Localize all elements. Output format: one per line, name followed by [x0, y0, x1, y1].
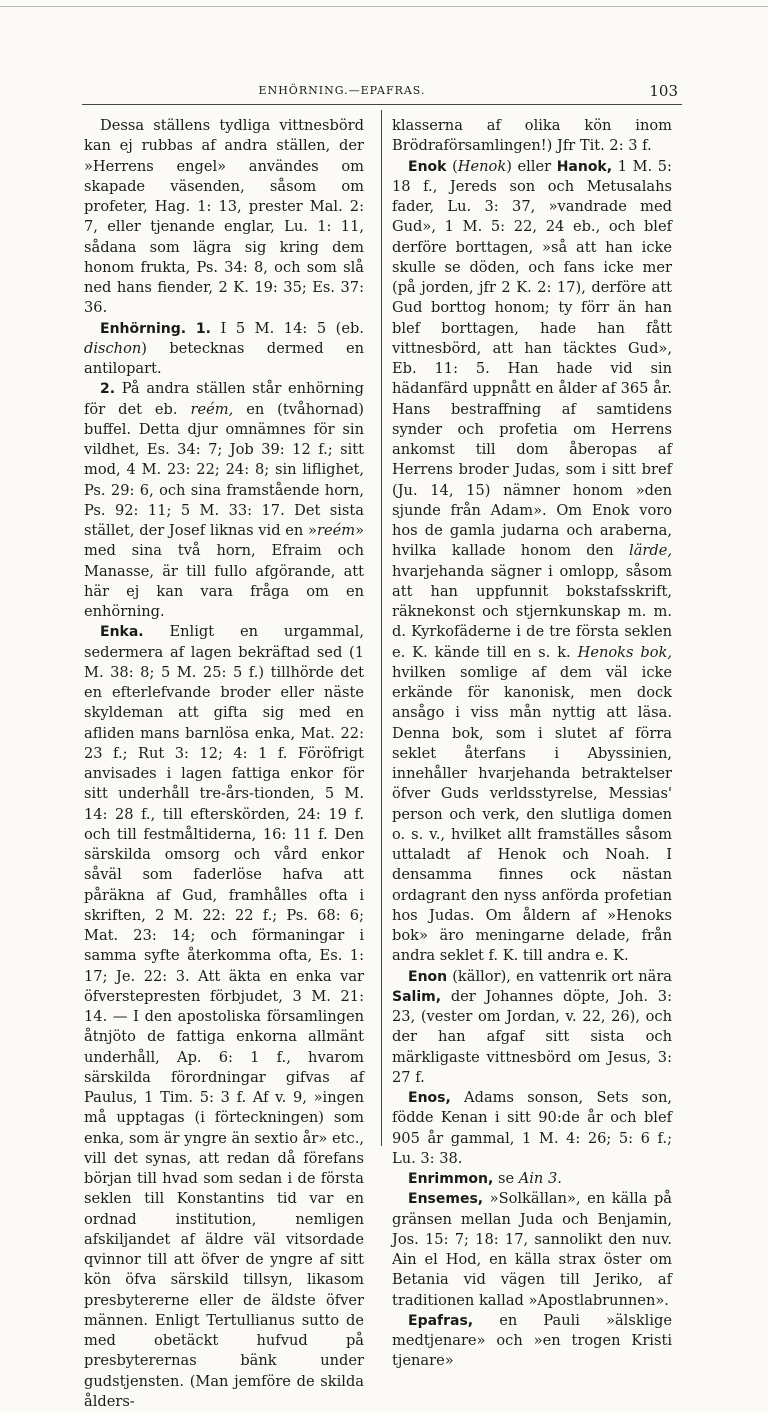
entry-headword: Epafras,: [408, 1312, 474, 1329]
running-head: [82, 82, 682, 100]
running-title: ENHÖRNING.—EPAFRAS.: [258, 84, 426, 97]
entry-enok: Enok (Henok) eller Hanok, 1 M. 5: 18 f., Jereds son och Metusalahs fader, Lu. 3: 37, »vandrade med Gud», 1 M. 5: 22, 24 eb., och blef derföre borttagen, »så att han icke skulle se döden, och fans icke mer (på jorden, jfr 2 K. 2: 17), derföre att Gud borttog honom; ty förr än han blef borttagen, hade han fått vittnesbörd, att han täcktes Gud», Eb. 11: 5. Han hade vid sin hädanfärd uppnått en ålder af 365 år. Hans bestraffning af samtidens synder och profetia om Herrens ankomst till dom åberopas af Herrens broder Judas, som i sitt bref (Ju. 14, 15) nämner honom »den sjunde från Adam». Om Enok voro hos de gamla judarna och araberna, hvilka kallade honom den lärde, hvarjehanda sägner i omlopp, såsom att han uppfunnit bokstafsskrift, räknekonst och stjernkunskap m. m. d. Kyrkofäderne i de tre första seklen e. K. kände till en s. k. Henoks bok, hvilken somlige af dem väl icke erkände för kanonisk, men dock ansågo i viss mån nyttig att läsa. Denna bok, som i slutet af förra seklet återfans i Abyssinien, innehåller hvarjehanda betraktelser öfver Guds verldsstyrelse, Messias' person och verk, den slutliga domen o. s. v., hvilket allt framställes såsom uttaladt af Henok och Noah. I densamma finnes ock nästan ordagrant den nyss anförda profetian hos Judas. Om åldern af »Henoks bok» äro meningarne delade, från andra seklet f. K. till andra e. K.: [392, 157, 672, 965]
entry-enon: Enon (källor), en vattenrik ort nära Salim, der Johannes döpte, Joh. 3: 23, (vester om Jordan, v. 22, 26), och der han afgaf sitt sista och märkligaste vittnesbörd om Jesus, 3: 27 f.: [392, 967, 672, 1086]
page-number: 103: [649, 82, 678, 100]
entry-subnumber: 2.: [100, 381, 116, 398]
entry-headword: Enrimmon,: [408, 1171, 494, 1187]
entry-headword: Ensemes,: [408, 1191, 484, 1208]
entry-headword: Enon: [408, 968, 448, 985]
top-edge-rule: [0, 6, 768, 7]
entry-epafras: Epafras, en Pauli »älsklige medtjenare» och »en trogen Kristi tjenare»: [392, 1311, 672, 1370]
entry-ensemes: Ensemes, »Solkällan», en källa på gränsen mellan Juda och Benjamin, Jos. 15: 7; 18: 17, sannolikt den nuv. Ain el Hod, en källa strax öster om Betania vid vägen till Jeriko, af traditionen kallad »Apostlabrunnen».: [392, 1190, 672, 1309]
entry-headword: Enok: [408, 158, 447, 175]
entry-headword-variant: Hanok,: [556, 158, 613, 175]
entry-enka: Enka. Enligt en urgammal, sedermera af lagen bekräftad sed (1 M. 38: 8; 5 M. 25: 5 f.) tillhörde det en efterlefvande broder eller näste skyldeman att gifta sig med en afliden mans barnlösa enka, Mat. 22: 23 f.; Rut 3: 12; 4: 1 f. Föröfrigt anvisades i lagen fattiga enkor för sitt underhåll tre-års-tionden, 5 M. 14: 28 f., till efterskörden, 24: 19 f. och till festmåltiderna, 16: 11 f. Den särskilda omsorg och vård enkor såväl som faderlöse hafva att påräkna af Gud, framhålles ofta i skriften, 2 M. 22: 22 f.; Ps. 68: 6; Mat. 23: 14; och förmaningar i samma syfte återkomma ofta, Es. 1: 17; Je. 22: 3. Att äkta en enka var öfverstepresten förbjudet, 3 M. 21: 14. — I den apostoliska församlingen åtnjöto de fattiga enkorna allmänt underhåll, Ap. 6: 1 f., hvarom särskilda förordningar gifvas af Paulus, 1 Tim. 5: 3 f. Af v. 9, »ingen må upptagas (i förteckningen) som enka, som är yngre än sextio år» etc., vill det synas, att redan då förefans början till hvad som sedan i de första seklen till Konstantins tid var en ordnad institution, nemligen afskiljandet af äldre väl vitsordade qvinnor till att öfver de yngre af sitt kön öfva särskild tillsyn, likasom presbytererne eller de äldste öfver männen. Enligt Tertullianus sutto de med obetäckt hufvud på presbyterernas bänk under gudstjensten. (Man jemföre de skilda ålders-: [84, 623, 364, 1410]
entry-headword: Enos,: [408, 1090, 451, 1106]
entry-headword: Enhörning. 1.: [100, 320, 211, 337]
entry-enos: Enos, Adams sonson, Sets son, födde Kenan i sitt 90:de år och blef 905 år gammal, 1 M. 4: 26; 5: 6 f.; Lu. 3: 38.: [392, 1089, 672, 1167]
entry-enhorning-1: Enhörning. 1. I 5 M. 14: 5 (eb. dischon) betecknas dermed en antilopart.: [84, 319, 364, 377]
header-rule: [82, 104, 682, 105]
right-column: [392, 116, 672, 1372]
paragraph-continuation: klasserna af olika kön inom Brödraförsamlingen!) Jfr Tit. 2: 3 f.: [392, 117, 672, 155]
entry-headword-salim: Salim,: [392, 988, 442, 1005]
entry-enhorning-2: 2. På andra ställen står enhörning för det eb. reém, en (tvåhornad) buffel. Detta djur omnämnes för sin vildhet, Es. 34: 7; Job 39: 12 f.; sitt mod, 4 M. 23: 22; 24: 8; sin liflighet, Ps. 29: 6, och sina framstående horn, Ps. 92: 11; 5 M. 33: 17. Det sista stället, der Josef liknas vid en »reém» med sina två horn, Efraim och Manasse, är till fullo afgörande, att här ej kan vara fråga om en enhörning.: [84, 380, 364, 620]
entry-headword: Enka.: [100, 624, 144, 641]
paragraph-dessa: Dessa ställens tydliga vittnesbörd kan ej rubbas af andra ställen, der »Herrens engel» användes om skapade väsenden, såsom om profeter, Hag. 1: 13, prester Mal. 2: 7, eller tjenande englar, Lu. 1: 11, sådana som lägra sig kring dem honom frukta, Ps. 34: 8, och som slå ned hans fiender, 2 K. 19: 35; Es. 37: 36.: [84, 117, 364, 317]
column-divider: [381, 110, 382, 1146]
entry-enrimmon: Enrimmon, se Ain 3.: [408, 1170, 562, 1187]
left-column: [84, 116, 364, 1412]
